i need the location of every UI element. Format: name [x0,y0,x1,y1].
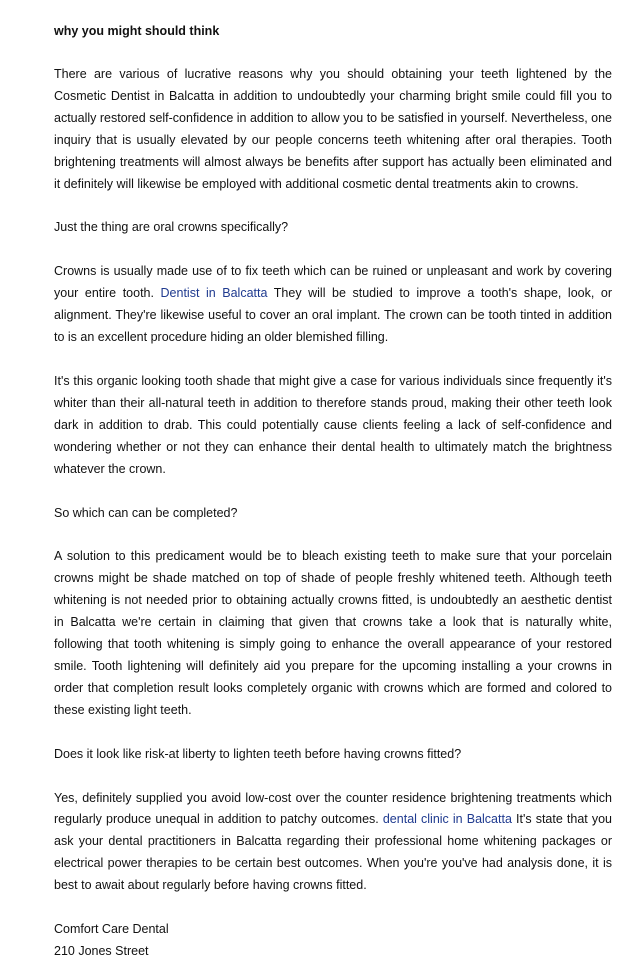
question-what-are-crowns: Just the thing are oral crowns specifically? [54,220,289,235]
document-heading: why you might should think [54,24,220,38]
paragraph-answer-text-before: Yes, definitely supplied you avoid low-cost over the counter residence brightening treatments which regularly produce unequal in addition to patchy outcomes. [54,790,612,827]
clinic-street: 210 Jones Street [54,944,149,958]
paragraph-solution: A solution to this predicament would be to bleach existing teeth to make sure that your porcelain crowns might be shade matched on top of shade of people freshly whitened teeth. Although teeth whitening is not needed prior to obtaining actually crowns fitted, is undoubtedly an aesthetic dentist in Balcatta we're certain in claiming that given that crowns take a look that is naturally white, following that tooth whitening is simply going to enhance the overall appearance of your restored smile. Tooth lightening will definitely aid you prepare for the upcoming installing a your crowns in order that completion result looks completely organic with crowns which are formed and colored to these existing light teeth. [54,549,612,717]
dentist-in-balcatta-link[interactable]: Dentist in Balcatta [160,286,268,301]
paragraph-answer-text-after: It's state that you ask your dental practitioners in Balcatta regarding their professional home whitening packages or electrical power therapies to be certain best outcomes. When you're you've had analysis done, it is best to await about regularly before having crowns fitted. [54,812,612,893]
question-what-can-be-done: So which can can be completed? [54,505,238,520]
question-is-it-safe: Does it look like risk-at liberty to lighten teeth before having crowns fitted? [54,746,462,761]
clinic-name: Comfort Care Dental [54,922,169,937]
paragraph-answer [54,788,612,898]
paragraph-crowns-text-after: They will be studied to improve a tooth's shape, look, or alignment. They're likewise useful to cover an oral implant. The crown can be tooth tinted in addition to is an excellent procedure hiding an older blemished filling. [54,286,613,345]
paragraph-reasons: There are various of lucrative reasons why you should obtaining your teeth lightened by the Cosmetic Dentist in Balcatta in addition to undoubtedly your charming bright smile could fill you to actually restored self-confidence in addition to allow you to be satisfied in yourself. Nevertheless, one inquiry that is usually elevated by our people concerns teeth whitening after oral therapies. Tooth brightening treatments will almost always be benefits after support has actually been eliminated and it definitely will likewise be employed with additional cosmetic dental treatments akin to crowns. [54,67,612,191]
dental-clinic-in-balcatta-link[interactable]: dental clinic in Balcatta [382,812,512,827]
paragraph-crowns [54,261,612,349]
document-page [54,20,612,963]
paragraph-tooth-shade: It's this organic looking tooth shade that might give a case for various individuals since frequently it's whiter than their all-natural teeth in addition to therefore stands proud, making their other teeth look dark in addition to drab. This could potentially cause clients feeling a lack of self-confidence and wondering whether or not they can enhance their dental health to ultimately match the brightness whatever the crown. [54,373,612,476]
paragraph-crowns-text-before: Crowns is usually made use of to fix teeth which can be ruined or unpleasant and work by covering your entire tooth. [54,264,612,301]
address-block [54,919,612,963]
